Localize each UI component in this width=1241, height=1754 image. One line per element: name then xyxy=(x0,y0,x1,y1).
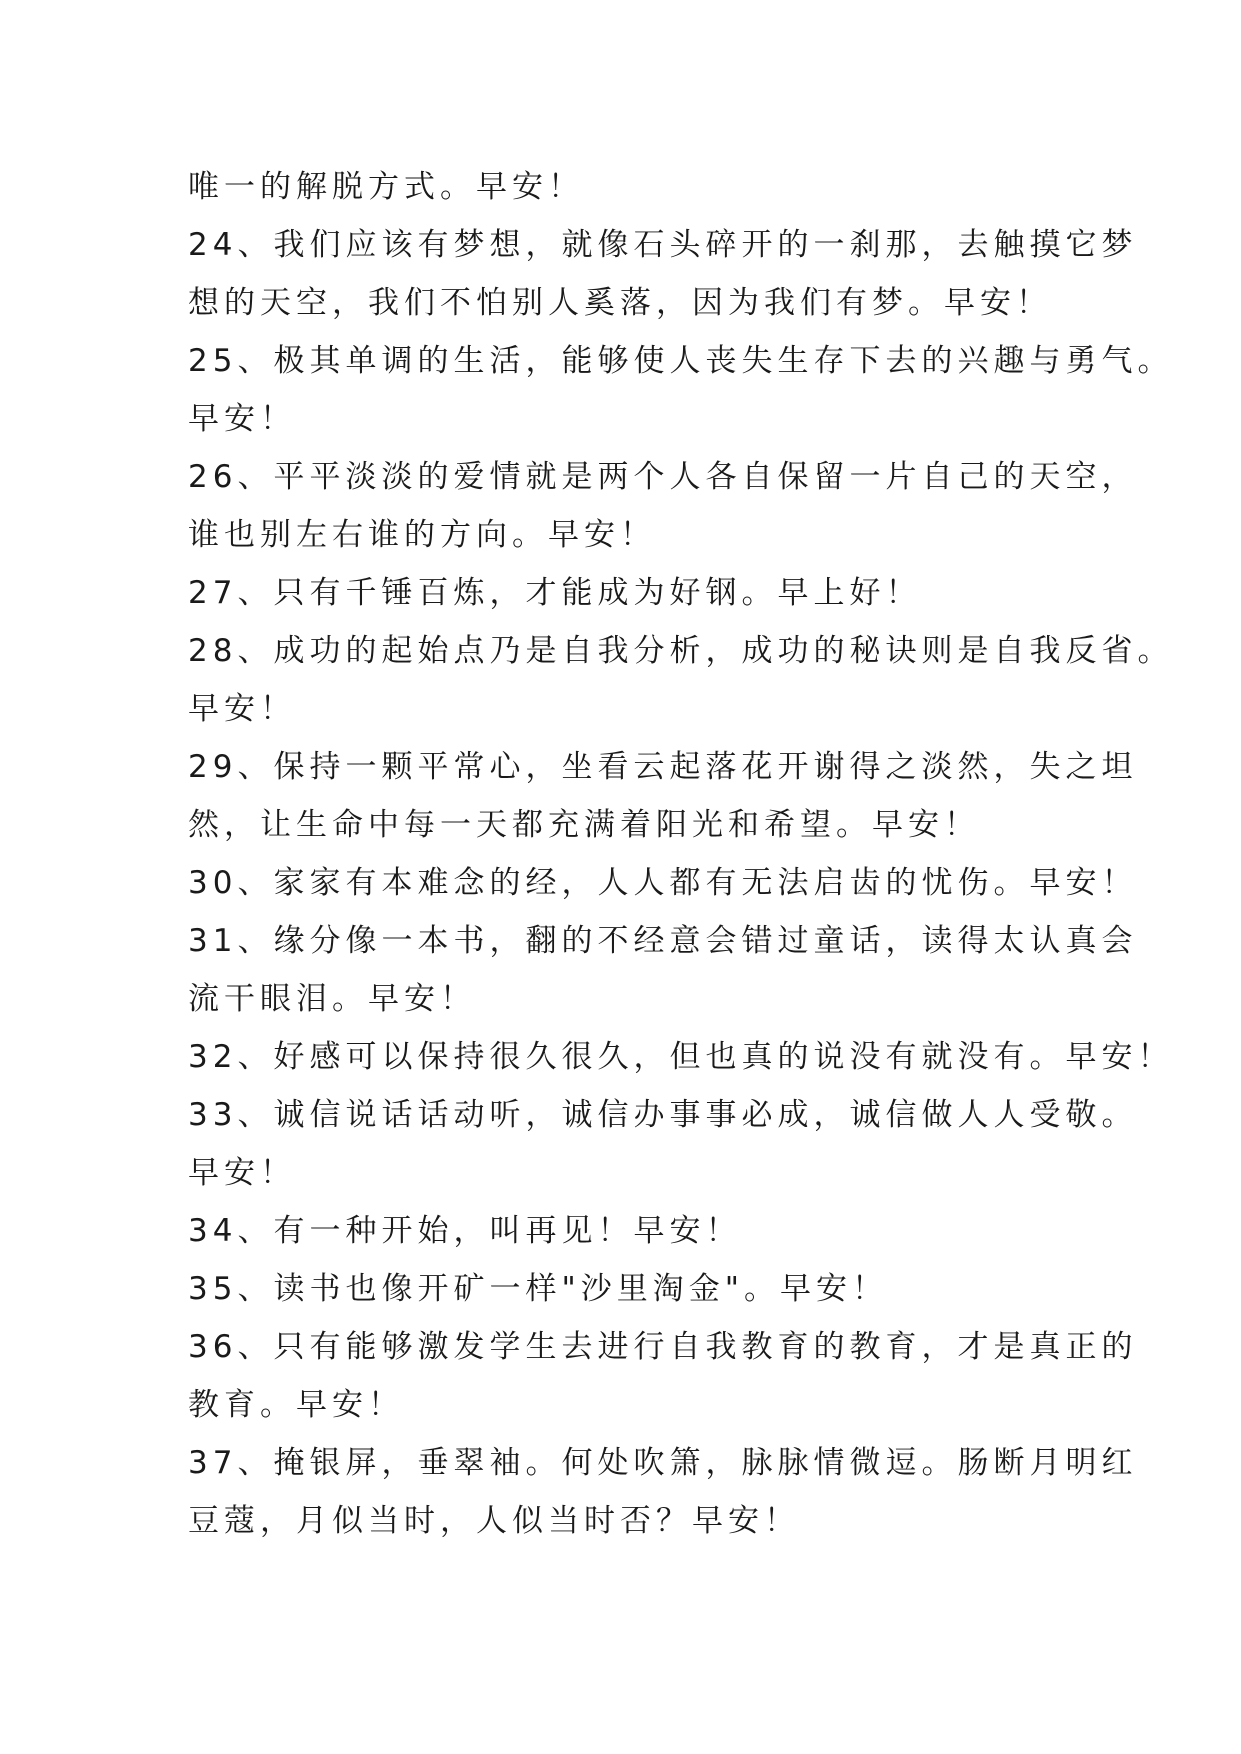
text-line: 26、平平淡淡的爱情就是两个人各自保留一片自己的天空， xyxy=(188,459,1138,495)
text-line: 想的天空，我们不怕别人奚落，因为我们有梦。早安！ xyxy=(188,285,1052,321)
text-line: 早安！ xyxy=(188,401,296,437)
text-line: 29、保持一颗平常心，坐看云起落花开谢得之淡然，失之坦 xyxy=(188,749,1138,785)
text-line: 早安！ xyxy=(188,1155,296,1191)
text-line: 谁也别左右谁的方向。早安！ xyxy=(188,517,656,553)
text-line: 31、缘分像一本书，翻的不经意会错过童话，读得太认真会 xyxy=(188,923,1138,959)
text-line: 30、家家有本难念的经，人人都有无法启齿的忧伤。早安！ xyxy=(188,865,1138,901)
text-line: 唯一的解脱方式。早安！ xyxy=(188,169,584,205)
text-line: 然，让生命中每一天都充满着阳光和希望。早安！ xyxy=(188,807,980,843)
text-line: 24、我们应该有梦想，就像石头碎开的一刹那，去触摸它梦 xyxy=(188,227,1138,263)
text-line: 36、只有能够激发学生去进行自我教育的教育，才是真正的 xyxy=(188,1329,1138,1365)
text-line: 教育。早安！ xyxy=(188,1387,404,1423)
text-line: 25、极其单调的生活，能够使人丧失生存下去的兴趣与勇气。 xyxy=(188,343,1174,379)
text-line: 33、诚信说话话动听，诚信办事事必成，诚信做人人受敬。 xyxy=(188,1097,1138,1133)
text-line: 34、有一种开始，叫再见！早安！ xyxy=(188,1213,742,1249)
text-line: 35、读书也像开矿一样"沙里淘金"。早安！ xyxy=(188,1271,888,1307)
text-line: 豆蔻，月似当时，人似当时否？早安！ xyxy=(188,1503,800,1539)
document-body xyxy=(188,158,1174,1550)
text-line: 流干眼泪。早安！ xyxy=(188,981,476,1017)
text-line: 32、好感可以保持很久很久，但也真的说没有就没有。早安！ xyxy=(188,1039,1174,1075)
text-line: 37、掩银屏，垂翠袖。何处吹箫，脉脉情微逗。肠断月明红 xyxy=(188,1445,1138,1481)
text-line: 28、成功的起始点乃是自我分析，成功的秘诀则是自我反省。 xyxy=(188,633,1174,669)
text-line: 早安！ xyxy=(188,691,296,727)
text-line: 27、只有千锤百炼，才能成为好钢。早上好！ xyxy=(188,575,922,611)
